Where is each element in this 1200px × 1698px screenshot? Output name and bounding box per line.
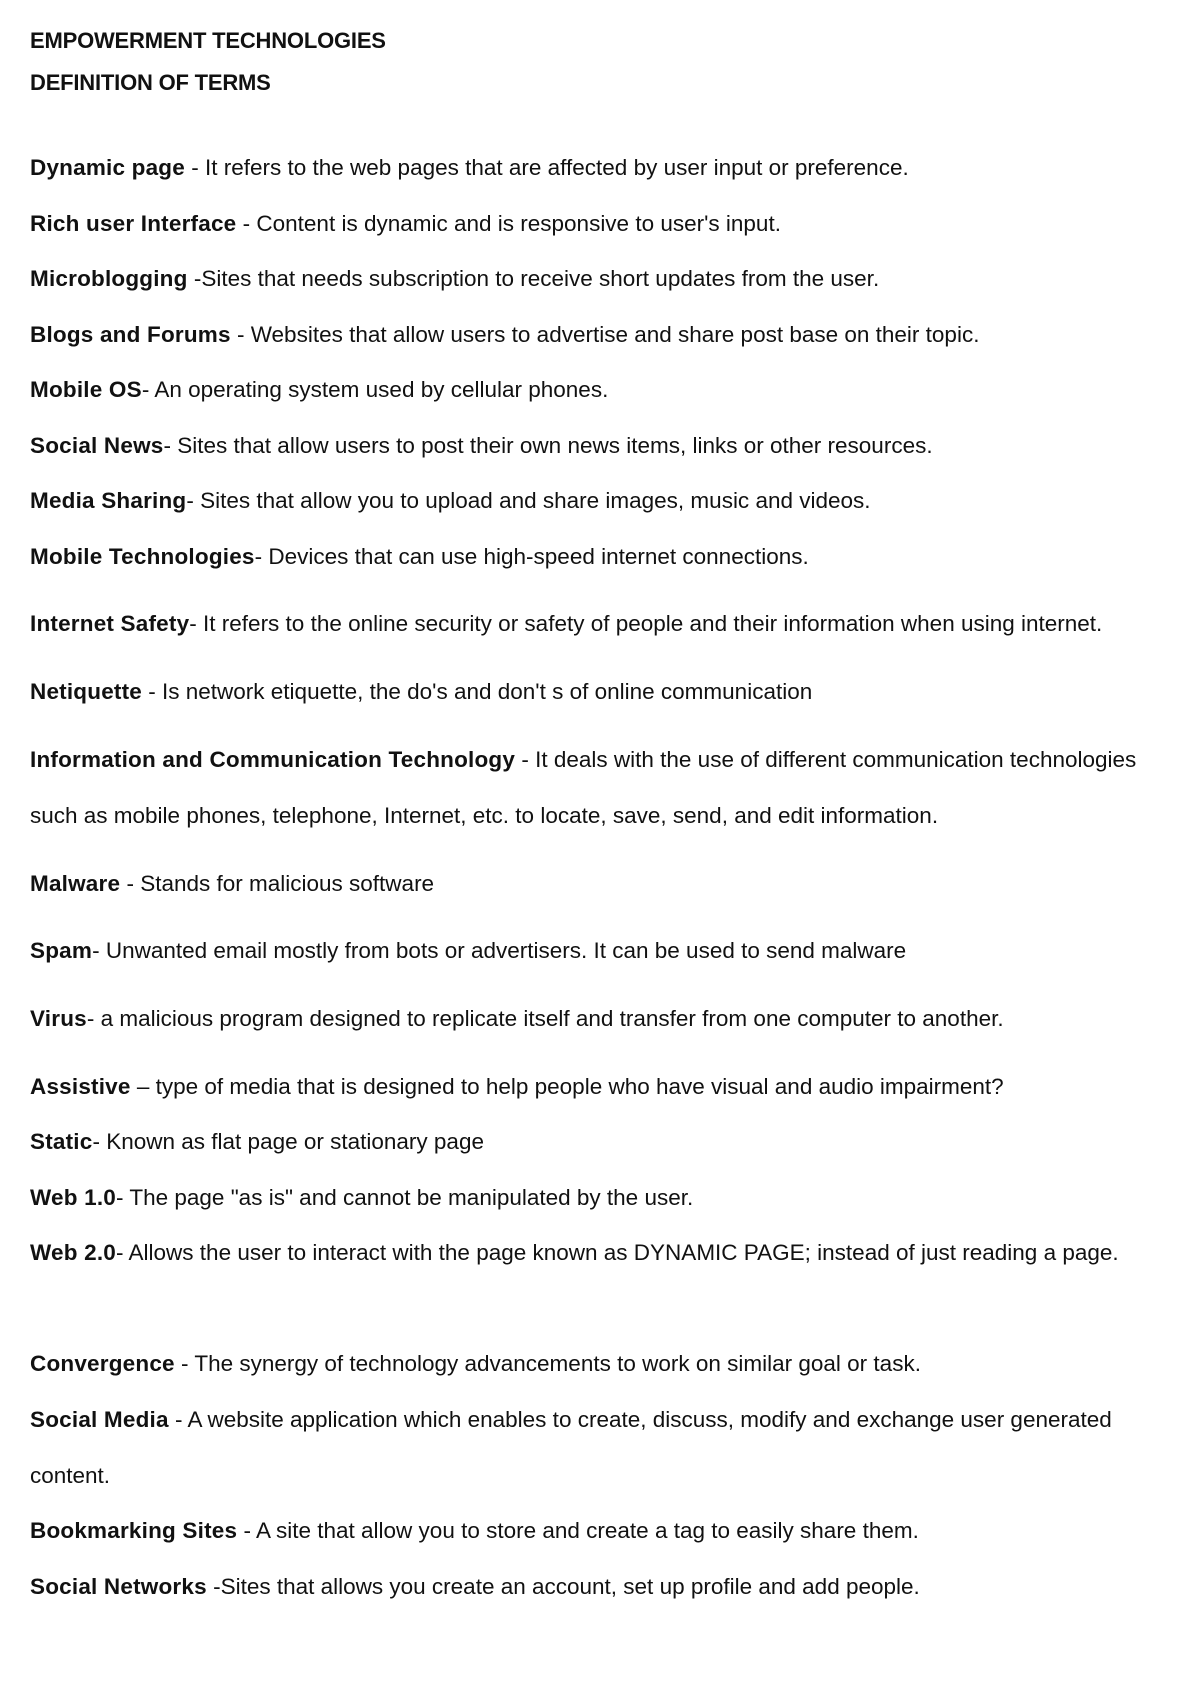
- document-title: EMPOWERMENT TECHNOLOGIES: [30, 28, 386, 53]
- term-name: Web 2.0: [30, 1240, 117, 1265]
- term-name: Social Media: [30, 1407, 169, 1432]
- term-entry: [30, 529, 1190, 585]
- term-definition: - Is network etiquette, the do's and don't s of online communication: [142, 679, 813, 704]
- term-definition: - Devices that can use high-speed internet connections.: [254, 544, 809, 569]
- term-definition: - It refers to the web pages that are affected by user input or preference.: [184, 155, 909, 180]
- term-definition: - Sites that allow users to post their own news items, links or other resources.: [163, 433, 933, 458]
- term-definition: - Content is dynamic and is responsive to user's input.: [236, 211, 781, 236]
- term-definition: - Known as flat page or stationary page: [92, 1129, 484, 1154]
- term-name: Mobile Technologies: [30, 544, 255, 569]
- term-entry: [30, 1225, 1190, 1281]
- term-name: Internet Safety: [30, 611, 190, 636]
- term-definition: - Unwanted email mostly from bots or advertisers. It can be used to send malware: [92, 938, 907, 963]
- term-definition: - Allows the user to interact with the page known as DYNAMIC PAGE; instead of just reading a page.: [116, 1240, 1119, 1265]
- term-definition: - It deals with the use of different communication technologies such as mobile phones, telephone, Internet, etc. to locate, save, send, and edit information.: [30, 747, 1137, 828]
- term-entry: [30, 1559, 1190, 1615]
- term-name: Static: [30, 1129, 93, 1154]
- term-entry: [30, 1114, 1190, 1170]
- term-entry: [30, 473, 1190, 529]
- term-entry: [30, 251, 1190, 307]
- term-name: Virus: [30, 1006, 87, 1031]
- term-entry: [30, 732, 1190, 844]
- term-name: Web 1.0: [30, 1185, 117, 1210]
- term-definition: - A website application which enables to create, discuss, modify and exchange user generated content.: [30, 1407, 1112, 1488]
- term-definition: - The synergy of technology advancements to work on similar goal or task.: [174, 1351, 921, 1376]
- term-name: Malware: [30, 871, 121, 896]
- term-definition: - An operating system used by cellular phones.: [141, 377, 609, 402]
- term-name: Spam: [30, 938, 93, 963]
- term-entry: [30, 1059, 1190, 1115]
- term-entry: [30, 596, 1190, 652]
- term-name: Social Networks: [30, 1574, 207, 1599]
- term-entry: [30, 991, 1190, 1047]
- term-entry: [30, 140, 1190, 196]
- term-entry: [30, 196, 1190, 252]
- term-entry: [30, 856, 1190, 912]
- term-name: Netiquette: [30, 679, 143, 704]
- term-name: Blogs and Forums: [30, 322, 231, 347]
- term-definition: - A site that allow you to store and create a tag to easily share them.: [237, 1518, 919, 1543]
- term-name: Convergence: [30, 1351, 175, 1376]
- term-entry: [30, 923, 1190, 979]
- term-name: Bookmarking Sites: [30, 1518, 238, 1543]
- term-definition: - a malicious program designed to replicate itself and transfer from one computer to another.: [86, 1006, 1004, 1031]
- term-definition: - Stands for malicious software: [120, 871, 435, 896]
- term-entry: [30, 362, 1190, 418]
- term-definition: - Sites that allow you to upload and share images, music and videos.: [186, 488, 871, 513]
- term-definition: -Sites that allows you create an account, set up profile and add people.: [206, 1574, 920, 1599]
- term-name: Information and Communication Technology: [30, 747, 516, 772]
- term-name: Mobile OS: [30, 377, 142, 402]
- term-entry: [30, 418, 1190, 474]
- term-name: Assistive: [30, 1074, 131, 1099]
- term-name: Dynamic page: [30, 155, 185, 180]
- term-entry: [30, 1392, 1190, 1504]
- term-entry: [30, 664, 1190, 720]
- term-definition: - Websites that allow users to advertise and share post base on their topic.: [230, 322, 980, 347]
- term-definition: - It refers to the online security or safety of people and their information when using internet.: [189, 611, 1103, 636]
- term-name: Media Sharing: [30, 488, 187, 513]
- term-entry: [30, 1170, 1190, 1226]
- term-entry: [30, 1336, 1190, 1392]
- term-entry: [30, 307, 1190, 363]
- term-name: Rich user Interface: [30, 211, 237, 236]
- term-entry: [30, 1503, 1190, 1559]
- term-name: Social News: [30, 433, 164, 458]
- document-subtitle: DEFINITION OF TERMS: [30, 70, 271, 95]
- term-name: Microblogging: [30, 266, 188, 291]
- term-definition: - The page "as is" and cannot be manipulated by the user.: [116, 1185, 694, 1210]
- term-definition: -Sites that needs subscription to receive short updates from the user.: [187, 266, 880, 291]
- term-definition: – type of media that is designed to help people who have visual and audio impairment?: [130, 1074, 1004, 1099]
